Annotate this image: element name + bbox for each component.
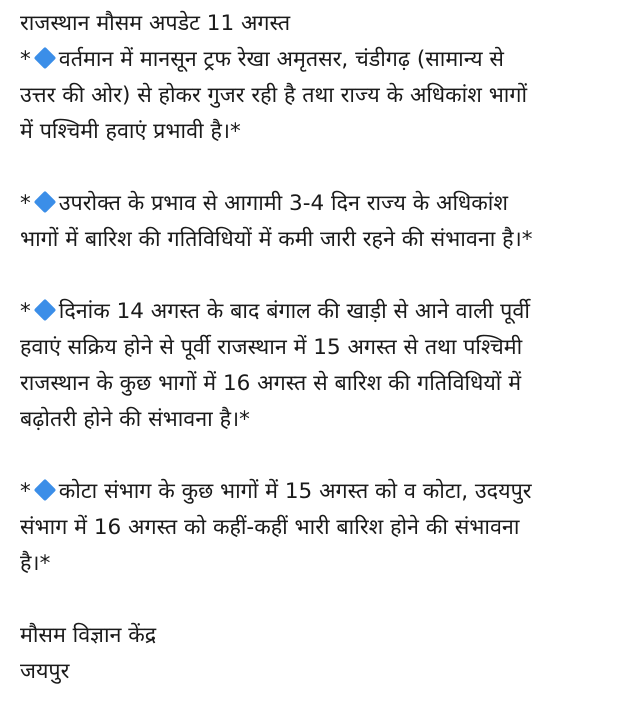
paragraph-2-line-2: भागों में बारिश की गतिविधियों में कमी जारी रहने की संभावना है।* — [20, 227, 533, 252]
paragraph-4-line-2: संभाग में 16 अगस्त को कहीं-कहीं भारी बारिश होने की संभावना — [20, 515, 520, 540]
bullet-asterisk: * — [20, 479, 31, 504]
paragraph-1-line-1 — [20, 42, 628, 78]
paragraph-text: उपरोक्त के प्रभाव से आगामी 3-4 दिन राज्य के अधिकांश — [58, 191, 508, 216]
spacer — [20, 150, 628, 186]
spacer — [20, 438, 628, 474]
blue-diamond-icon — [33, 191, 56, 214]
spacer — [20, 258, 628, 294]
paragraph-text: कोटा संभाग के कुछ भागों में 15 अगस्त को व कोटा, उदयपुर — [58, 479, 532, 504]
bullet-asterisk: * — [20, 299, 31, 324]
signature-org: मौसम विज्ञान केंद्र — [20, 623, 157, 648]
paragraph-2-line-1 — [20, 186, 628, 222]
paragraph-4-line-3: है।* — [20, 551, 51, 576]
signature-city: जयपुर — [20, 659, 70, 684]
paragraph-3-line-1 — [20, 294, 628, 330]
paragraph-1-line-2: उत्तर की ओर) से होकर गुजर रही है तथा राज्य के अधिकांश भागों — [20, 83, 528, 108]
paragraph-3-line-4: बढ़ोतरी होने की संभावना है।* — [20, 407, 250, 432]
bulletin-title: राजस्थान मौसम अपडेट 11 अगस्त — [20, 11, 291, 36]
paragraph-3-line-2: हवाएं सक्रिय होने से पूर्वी राजस्थान में 15 अगस्त से तथा पश्चिमी — [20, 335, 523, 360]
paragraph-4-line-1 — [20, 474, 628, 510]
blue-diamond-icon — [33, 299, 56, 322]
bullet-asterisk: * — [20, 47, 31, 72]
paragraph-3-line-3: राजस्थान के कुछ भागों में 16 अगस्त से बारिश की गतिविधियों में — [20, 371, 522, 396]
paragraph-text: वर्तमान में मानसून ट्रफ रेखा अमृतसर, चंडीगढ़ (सामान्य से — [58, 47, 504, 72]
blue-diamond-icon — [33, 47, 56, 70]
spacer — [20, 582, 628, 618]
bullet-asterisk: * — [20, 191, 31, 216]
blue-diamond-icon — [33, 479, 56, 502]
paragraph-text: दिनांक 14 अगस्त के बाद बंगाल की खाड़ी से आने वाली पूर्वी — [58, 299, 530, 324]
paragraph-1-line-3: में पश्चिमी हवाएं प्रभावी है।* — [20, 119, 241, 144]
